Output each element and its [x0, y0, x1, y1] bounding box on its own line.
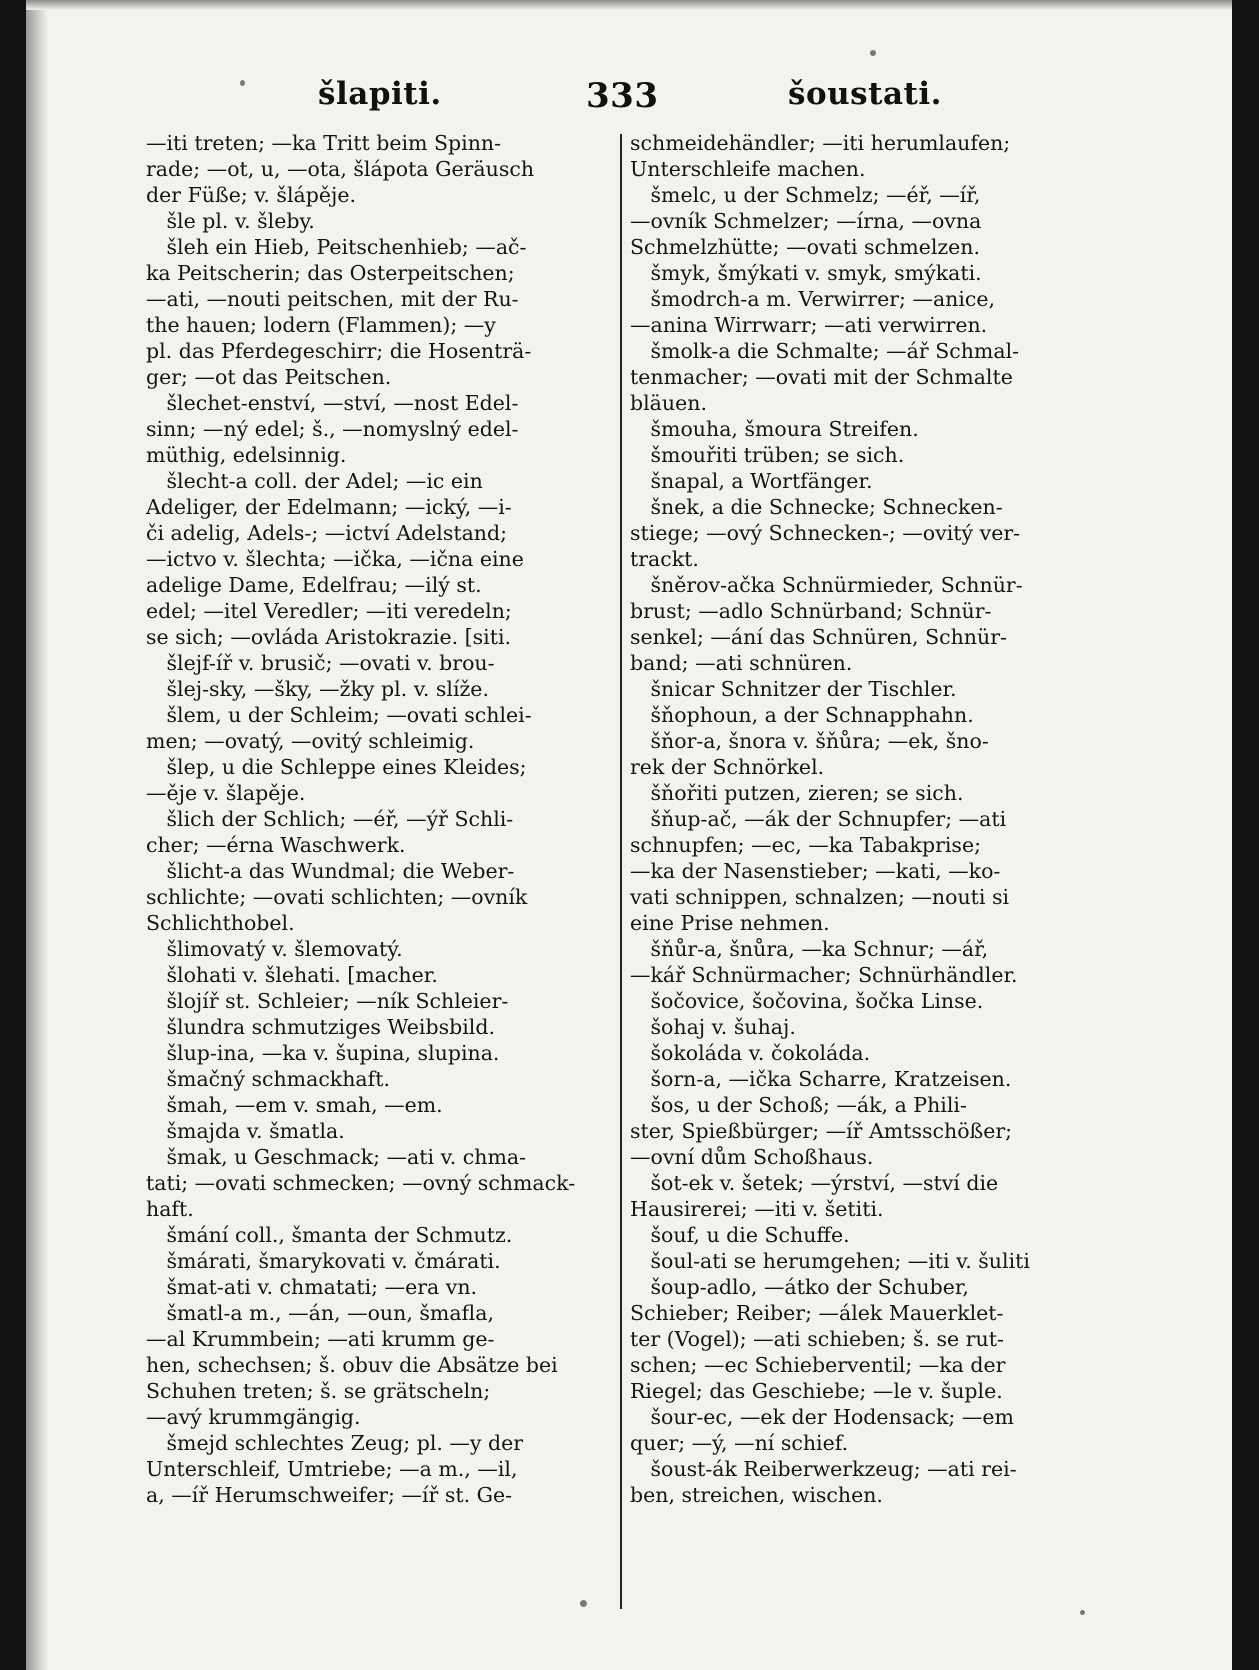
- entry-line: šmačný schmackhaft.: [146, 1067, 390, 1091]
- print-speck: [580, 1600, 587, 1607]
- print-speck: [240, 80, 245, 86]
- entry-line: šmyk, šmýkati v. smyk, smýkati.: [630, 261, 982, 285]
- entry-line: šlep, u die Schleppe eines Kleides;: [146, 755, 527, 779]
- entry-line: trackt.: [630, 547, 699, 571]
- entry-line: šňup-ač, —ák der Schnupfer; —ati: [630, 807, 1007, 831]
- entry-line: šlimovatý v. šlemovatý.: [146, 937, 403, 961]
- entry-line: Schuhen treten; š. se grätscheln;: [146, 1379, 491, 1403]
- entry-line: šot-ek v. šetek; —ýrství, —ství die: [630, 1171, 999, 1195]
- entry-line: haft.: [146, 1197, 194, 1221]
- entry-line: šlechet-enství, —ství, —nost Edel-: [146, 391, 519, 415]
- entry-line: edel; —itel Veredler; —iti veredeln;: [146, 599, 512, 623]
- entry-line: šorn-a, —ička Scharre, Kratzeisen.: [630, 1067, 1012, 1091]
- entry-line: vati schnippen, schnalzen; —nouti si: [630, 885, 1010, 909]
- entry-line: ger; —ot das Peitschen.: [146, 365, 392, 389]
- left-column: [146, 130, 614, 1508]
- entry-line: sinn; —ný edel; š., —nomyslný edel-: [146, 417, 519, 441]
- entry-line: müthig, edelsinnig.: [146, 443, 347, 467]
- entry-line: bläuen.: [630, 391, 707, 415]
- entry-line: šlich der Schlich; —éř, —ýř Schli-: [146, 807, 514, 831]
- entry-line: šmodrch-a m. Verwirrer; —anice,: [630, 287, 996, 311]
- entry-line: adelige Dame, Edelfrau; —ilý st.: [146, 573, 482, 597]
- entry-line: —al Krummbein; —ati krumm ge-: [146, 1327, 495, 1351]
- entry-line: šlohati v. šlehati. [macher.: [146, 963, 438, 987]
- entry-line: Unterschleife machen.: [630, 157, 866, 181]
- entry-line: šmouha, šmoura Streifen.: [630, 417, 919, 441]
- right-column: [630, 130, 1100, 1508]
- entry-line: der Füße; v. šlápěje.: [146, 183, 356, 207]
- entry-line: —ěje v. šlapěje.: [146, 781, 306, 805]
- entry-line: šmat-ati v. chmatati; —era vn.: [146, 1275, 478, 1299]
- entry-line: pl. das Pferdegeschirr; die Hosenträ-: [146, 339, 532, 363]
- entry-line: tati; —ovati schmecken; —ovný schmack-: [146, 1171, 576, 1195]
- entry-line: šohaj v. šuhaj.: [630, 1015, 796, 1039]
- entry-line: šlup-ina, —ka v. šupina, slupina.: [146, 1041, 500, 1065]
- entry-line: šmouřiti trüben; se sich.: [630, 443, 905, 467]
- entry-line: senkel; —ání das Schnüren, Schnür-: [630, 625, 1007, 649]
- entry-line: Hausirerei; —iti v. šetiti.: [630, 1197, 884, 1221]
- entry-line: brust; —adlo Schnürband; Schnür-: [630, 599, 992, 623]
- entry-line: —ati, —nouti peitschen, mit der Ru-: [146, 287, 519, 311]
- page-gutter-shadow: [26, 0, 48, 1670]
- entry-line: —kář Schnürmacher; Schnürhändler.: [630, 963, 1018, 987]
- entry-line: Schmelzhütte; —ovati schmelzen.: [630, 235, 981, 259]
- entry-line: šouf, u die Schuffe.: [630, 1223, 850, 1247]
- entry-line: schlichte; —ovati schlichten; —ovník: [146, 885, 528, 909]
- entry-line: šmolk-a die Schmalte; —ář Schmal-: [630, 339, 1020, 363]
- entry-line: šmatl-a m., —án, —oun, šmafla,: [146, 1301, 494, 1325]
- entry-line: quer; —ý, —ní schief.: [630, 1431, 849, 1455]
- entry-line: ter (Vogel); —ati schieben; š. se rut-: [630, 1327, 1004, 1351]
- entry-line: šmak, u Geschmack; —ati v. chma-: [146, 1145, 527, 1169]
- header-right-word: šoustati.: [788, 76, 942, 112]
- entry-line: šoul-ati se herumgehen; —iti v. šuliti: [630, 1249, 1030, 1273]
- entry-line: či adelig, Adels-; —ictví Adelstand;: [146, 521, 508, 545]
- print-speck: [870, 50, 876, 56]
- entry-line: šnek, a die Schnecke; Schnecken-: [630, 495, 1003, 519]
- entry-line: šmelc, u der Schmelz; —éř, —íř,: [630, 183, 981, 207]
- entry-line: men; —ovatý, —ovitý schleimig.: [146, 729, 475, 753]
- entry-line: šlej-sky, —šky, —žky pl. v. slíže.: [146, 677, 489, 701]
- entry-line: the hauen; lodern (Flammen); —y: [146, 313, 496, 337]
- entry-line: —ovní dům Schoßhaus.: [630, 1145, 874, 1169]
- entry-line: šmání coll., šmanta der Schmutz.: [146, 1223, 513, 1247]
- entry-line: tenmacher; —ovati mit der Schmalte: [630, 365, 1013, 389]
- entry-line: —avý krummgängig.: [146, 1405, 361, 1429]
- entry-line: schmeidehändler; —iti herumlaufen;: [630, 131, 1011, 155]
- entry-line: band; —ati schnüren.: [630, 651, 853, 675]
- column-divider: [620, 134, 622, 1609]
- entry-line: šlecht-a coll. der Adel; —ic ein: [146, 469, 483, 493]
- entry-line: šňophoun, a der Schnapphahn.: [630, 703, 974, 727]
- print-speck: [1080, 1610, 1085, 1615]
- entry-line: rade; —ot, u, —ota, šlápota Geräusch: [146, 157, 535, 181]
- entry-line: šlicht-a das Wundmal; die Weber-: [146, 859, 515, 883]
- page-top-shadow: [26, 0, 1232, 10]
- entry-line: ben, streichen, wischen.: [630, 1483, 883, 1507]
- entry-line: šos, u der Schoß; —ák, a Phili-: [630, 1093, 967, 1117]
- entry-line: šňořiti putzen, zieren; se sich.: [630, 781, 964, 805]
- header-left-word: šlapiti.: [318, 76, 442, 112]
- entry-line: šmárati, šmarykovati v. čmárati.: [146, 1249, 501, 1273]
- entry-line: šnicar Schnitzer der Tischler.: [630, 677, 957, 701]
- entry-line: ka Peitscherin; das Osterpeitschen;: [146, 261, 515, 285]
- entry-line: eine Prise nehmen.: [630, 911, 830, 935]
- entry-line: schen; —ec Schieberventil; —ka der: [630, 1353, 1006, 1377]
- entry-line: Schlichthobel.: [146, 911, 295, 935]
- entry-line: šleh ein Hieb, Peitschenhieb; —ač-: [146, 235, 527, 259]
- entry-line: cher; —érna Waschwerk.: [146, 833, 406, 857]
- entry-line: šokoláda v. čokoláda.: [630, 1041, 871, 1065]
- entry-line: šle pl. v. šleby.: [146, 209, 315, 233]
- entry-line: Riegel; das Geschiebe; —le v. šuple.: [630, 1379, 1003, 1403]
- entry-line: rek der Schnörkel.: [630, 755, 825, 779]
- entry-line: schnupfen; —ec, —ka Tabakprise;: [630, 833, 981, 857]
- entry-line: šněrov-ačka Schnürmieder, Schnür-: [630, 573, 1023, 597]
- entry-line: a, —íř Herumschweifer; —íř st. Ge-: [146, 1483, 513, 1507]
- entry-line: —ovník Schmelzer; —írna, —ovna: [630, 209, 982, 233]
- entry-line: —iti treten; —ka Tritt beim Spinn-: [146, 131, 502, 155]
- entry-line: šoust-ák Reiberwerkzeug; —ati rei-: [630, 1457, 1017, 1481]
- page-number: 333: [586, 76, 659, 116]
- entry-line: šnapal, a Wortfänger.: [630, 469, 873, 493]
- entry-line: šmah, —em v. smah, —em.: [146, 1093, 443, 1117]
- entry-line: šoup-adlo, —átko der Schuber,: [630, 1275, 969, 1299]
- entry-line: šlundra schmutziges Weibsbild.: [146, 1015, 495, 1039]
- entry-line: se sich; —ovláda Aristokrazie. [siti.: [146, 625, 512, 649]
- entry-line: Schieber; Reiber; —álek Mauerklet-: [630, 1301, 1004, 1325]
- entry-line: šňůr-a, šnůra, —ka Schnur; —ář,: [630, 937, 989, 961]
- entry-line: šlojíř st. Schleier; —ník Schleier-: [146, 989, 509, 1013]
- entry-line: hen, schechsen; š. obuv die Absätze bei: [146, 1353, 558, 1377]
- entry-line: —ka der Nasenstieber; —kati, —ko-: [630, 859, 1001, 883]
- entry-line: —anina Wirrwarr; —ati verwirren.: [630, 313, 988, 337]
- entry-line: šlem, u der Schleim; —ovati schlei-: [146, 703, 532, 727]
- entry-line: Unterschleif, Umtriebe; —a m., —il,: [146, 1457, 518, 1481]
- entry-line: —ictvo v. šlechta; —ička, —ična eine: [146, 547, 524, 571]
- entry-line: Adeliger, der Edelmann; —ický, —i-: [146, 495, 512, 519]
- entry-line: šňor-a, šnora v. šňůra; —ek, šno-: [630, 729, 989, 753]
- entry-line: šlejf-íř v. brusič; —ovati v. brou-: [146, 651, 495, 675]
- entry-line: šmajda v. šmatla.: [146, 1119, 345, 1143]
- entry-line: šmejd schlechtes Zeug; pl. —y der: [146, 1431, 524, 1455]
- entry-line: šour-ec, —ek der Hodensack; —em: [630, 1405, 1014, 1429]
- entry-line: ster, Spießbürger; —íř Amtsschößer;: [630, 1119, 1013, 1143]
- entry-line: stiege; —ový Schnecken-; —ovitý ver-: [630, 521, 1021, 545]
- entry-line: šočovice, šočovina, šočka Linse.: [630, 989, 984, 1013]
